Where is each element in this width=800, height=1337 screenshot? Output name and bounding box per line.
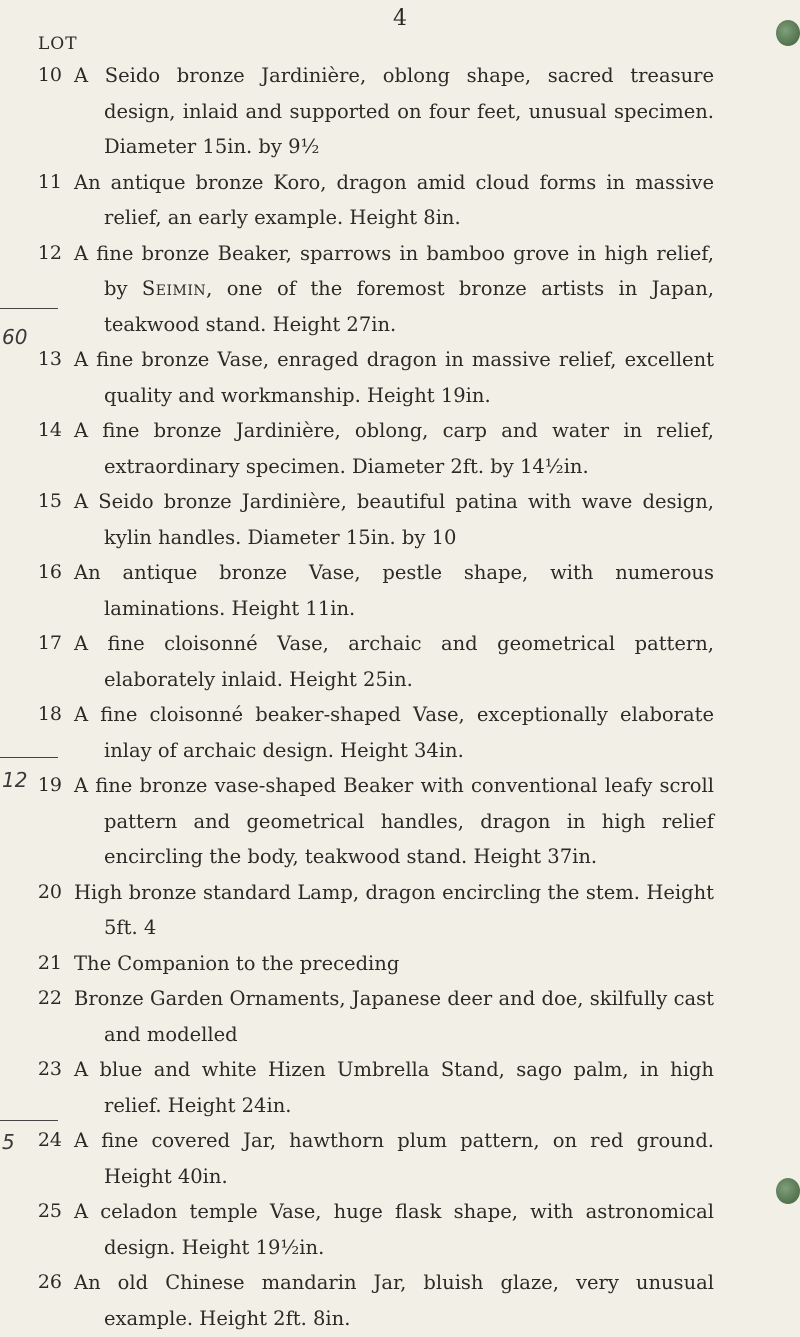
lot-description: High bronze standard Lamp, dragon encircling the stem. Height 5ft. 4: [74, 880, 714, 939]
lot-description: A blue and white Hizen Umbrella Stand, sago palm, in high relief. Height 24in.: [74, 1058, 714, 1117]
lot-description: A fine cloisonné Vase, archaic and geometrical pattern, elaborately inlaid. Height 25in.: [74, 632, 714, 691]
lot-column-header: LOT: [38, 34, 78, 54]
lot-item: [0, 342, 800, 413]
lot-number: 25: [37, 1200, 62, 1222]
lot-item: [0, 165, 800, 236]
lot-number: 23: [37, 1058, 62, 1080]
lot-number: 15: [37, 490, 62, 512]
lot-item: [0, 1194, 800, 1265]
lot-description: Bronze Garden Ornaments, Japanese deer and doe, skilfully cast and modelled: [74, 987, 714, 1046]
lot-number: 10: [37, 64, 62, 86]
lot-number: 19: [37, 774, 62, 796]
lot-description: A Seido bronze Jardinière, beautiful patina with wave design, kylin handles. Diameter 15in. by 10: [74, 490, 714, 549]
lot-number: 13: [37, 348, 62, 370]
lot-item: [0, 1265, 800, 1336]
lot-description: A fine bronze Jardinière, oblong, carp and water in relief, extraordinary specimen. Diameter 2ft. by 14½in.: [74, 419, 714, 478]
lot-description-part: , one of the foremost bronze artists in Japan, teakwood stand. Height 27in.: [104, 277, 714, 336]
lot-item: [0, 1123, 800, 1194]
margin-mark-lot-22: 12: [2, 768, 28, 792]
lot-description: [74, 236, 714, 343]
lot-number: 21: [37, 951, 62, 974]
lot-number: 26: [37, 1271, 62, 1293]
lot-item: [0, 236, 800, 343]
lot-description: An old Chinese mandarin Jar, bluish glaze, very unusual example. Height 2ft. 8in.: [74, 1271, 714, 1330]
lot-number: 17: [37, 632, 62, 654]
lot-item: [0, 875, 800, 946]
margin-mark-lot-16: 60: [2, 325, 28, 349]
lot-description: An antique bronze Vase, pestle shape, with numerous laminations. Height 11in.: [74, 561, 714, 620]
lot-number: 14: [37, 419, 62, 441]
lot-number: 24: [37, 1129, 62, 1151]
lot-item: [0, 981, 800, 1052]
page-number: 4: [393, 6, 407, 31]
lot-description: A Seido bronze Jardinière, oblong shape, sacred treasure design, inlaid and supported on four feet, unusual specimen. Diameter 15in. by 9½: [74, 64, 714, 158]
lot-description: A celadon temple Vase, huge flask shape, with astronomical design. Height 19½in.: [74, 1200, 714, 1259]
lot-item: [0, 555, 800, 626]
lot-list: [0, 58, 800, 1336]
lot-number: 20: [37, 880, 62, 903]
lot-description: An antique bronze Koro, dragon amid cloud forms in massive relief, an early example. Height 8in.: [74, 170, 714, 229]
margin-mark-lot-26: 5: [2, 1130, 15, 1154]
lot-item: [0, 946, 800, 982]
lot-description: A fine bronze Vase, enraged dragon in massive relief, excellent quality and workmanship. Height 19in.: [74, 348, 714, 407]
lot-number: 12: [37, 241, 62, 264]
lot-description: The Companion to the preceding: [74, 951, 400, 975]
lot-item: [0, 58, 800, 165]
lot-number: 22: [37, 987, 62, 1009]
lot-item: [0, 768, 800, 875]
lot-item: [0, 413, 800, 484]
artist-name: Seimin: [141, 277, 207, 300]
lot-number: 11: [37, 170, 62, 193]
lot-description: A fine cloisonné beaker-shaped Vase, exceptionally elaborate inlay of archaic design. Height 34in.: [74, 703, 714, 762]
lot-item: [0, 484, 800, 555]
lot-item: [0, 1052, 800, 1123]
lot-description: A fine covered Jar, hawthorn plum pattern, on red ground. Height 40in.: [74, 1129, 714, 1188]
lot-item: [0, 626, 800, 697]
lot-number: 18: [37, 703, 62, 725]
lot-item: [0, 697, 800, 768]
lot-description-part: A fine bronze Beaker, sparrows in bamboo grove in high relief, by: [74, 241, 714, 300]
lot-number: 16: [37, 561, 62, 583]
binding-hole-top: [776, 20, 800, 46]
lot-description: A fine bronze vase-shaped Beaker with conventional leafy scroll pattern and geometrical handles, dragon in high relief encircling the body, teakwood stand. Height 37in.: [74, 774, 714, 868]
